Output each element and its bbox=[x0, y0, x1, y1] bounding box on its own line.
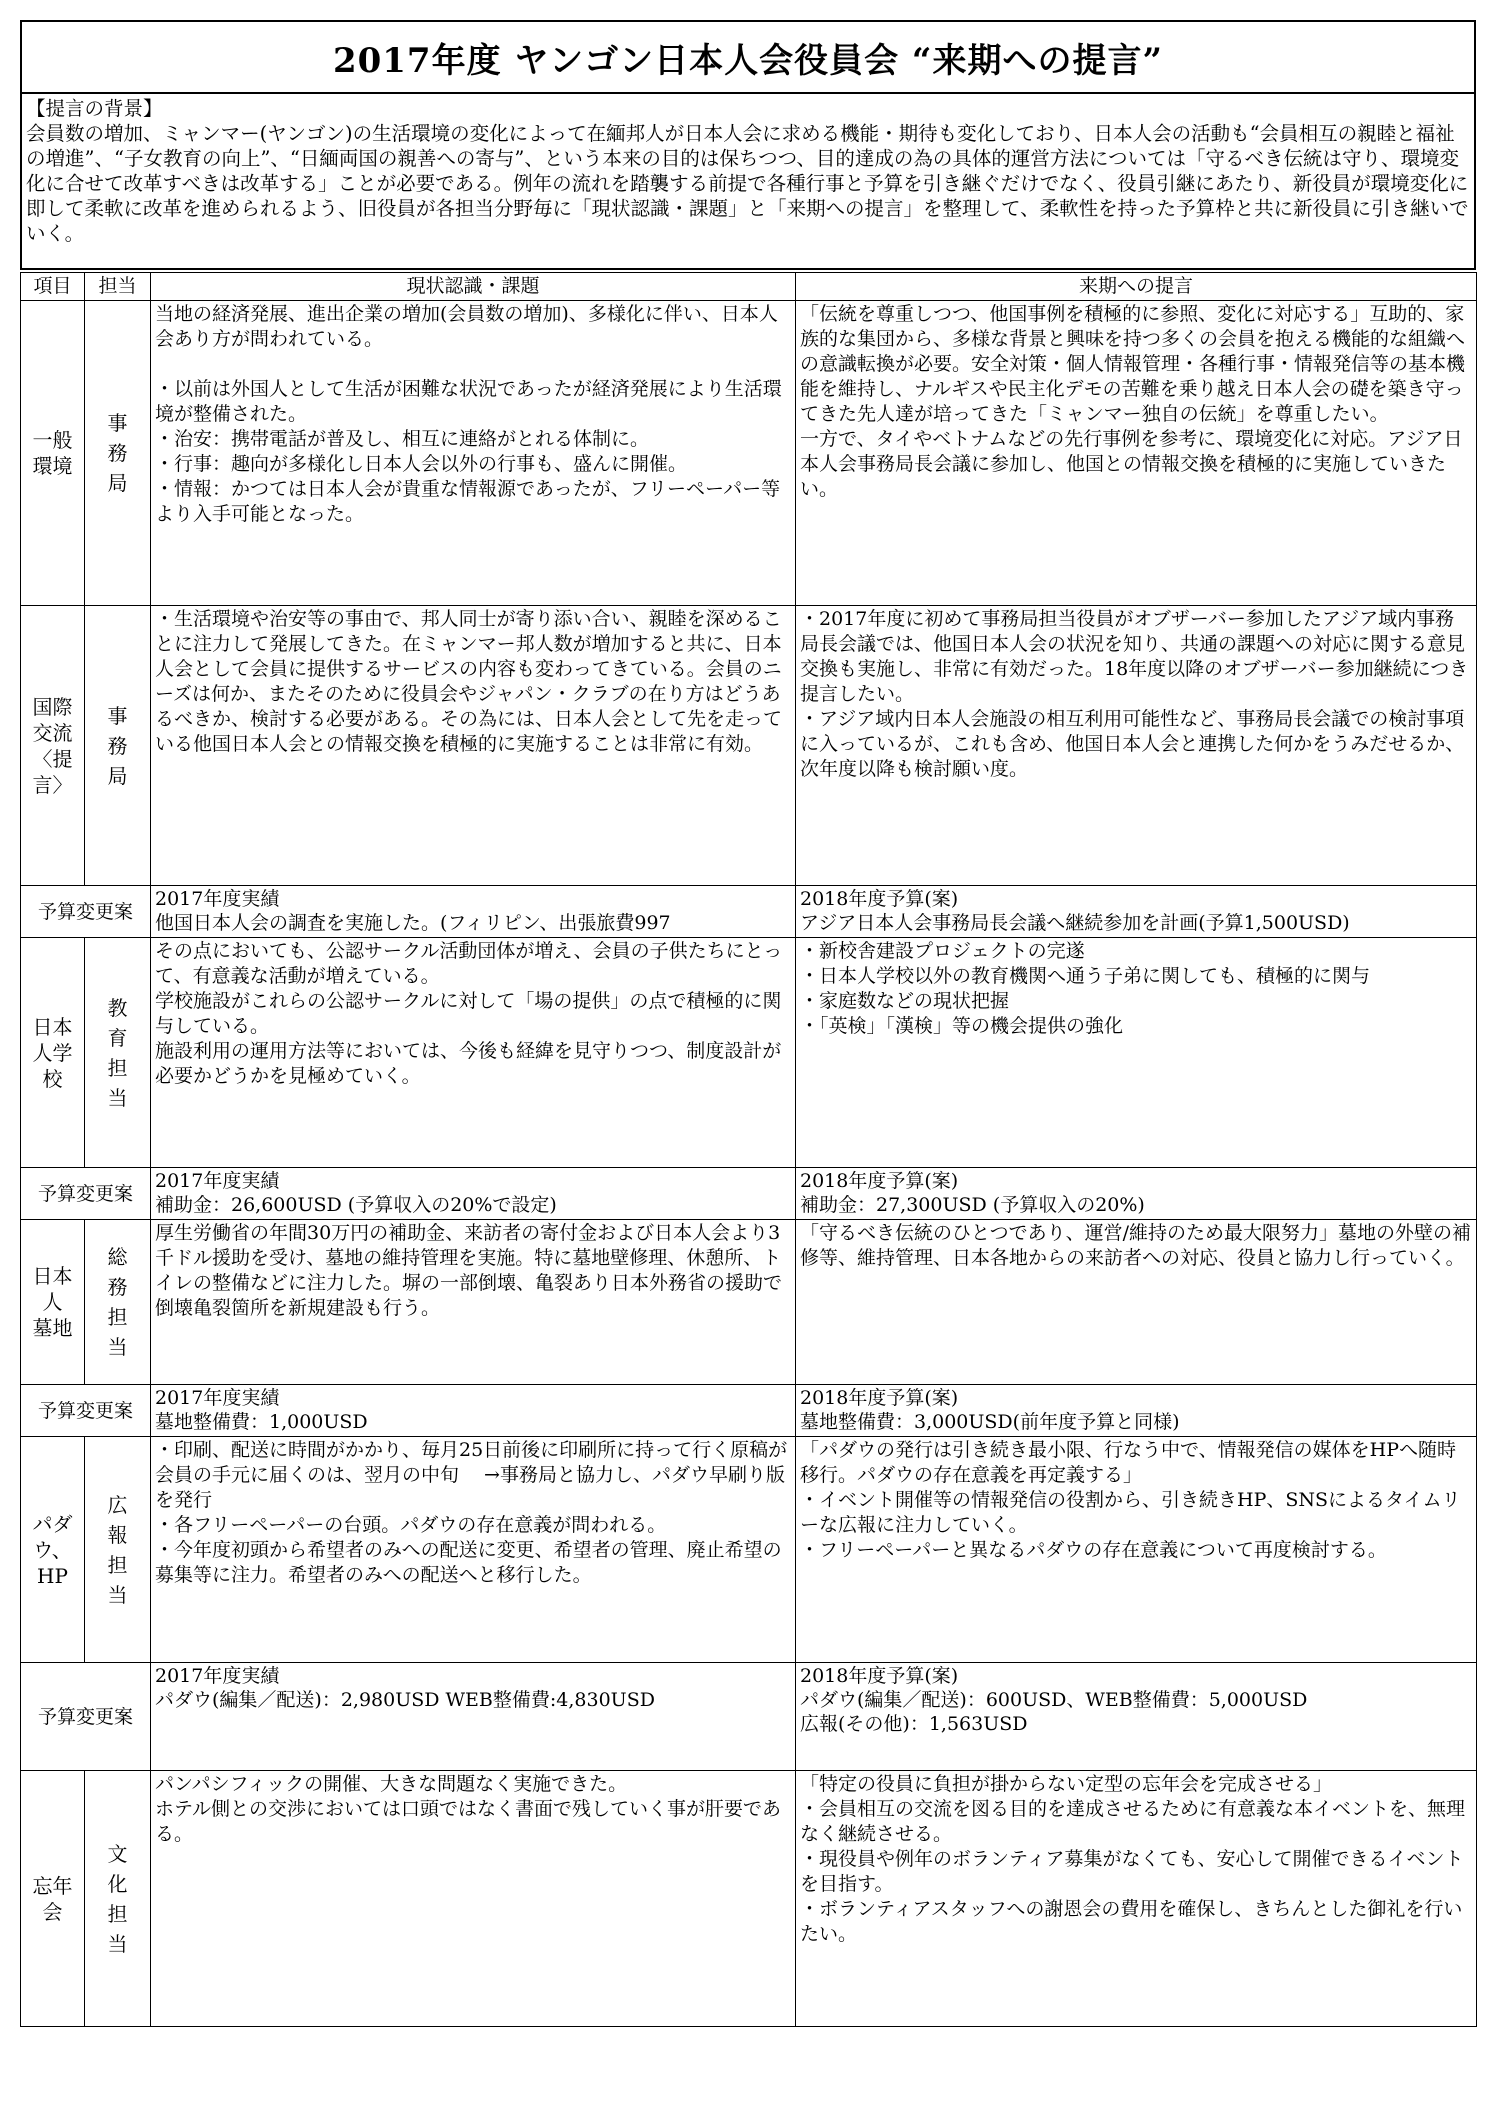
current-cell: ・印刷、配送に時間がかかり、毎月25日前後に印刷所に持って行く原稿が会員の手元に届くのは、翌月の中旬 →事務局と協力し、パダウ早刷り版を発行 ・各フリーペーパーの台頭。パダウの存在意義が問われる。 ・今年度初頭から希望者のみへの配送に変更、希望者の管理、廃止希望の募集等に注力。希望者のみへの配送へと移行した。 bbox=[151, 1437, 796, 1663]
background-section bbox=[20, 94, 1476, 270]
current-cell: ・生活環境や治安等の事由で、邦人同士が寄り添い合い、親睦を深めることに注力して発展してきた。在ミャンマー邦人数が増加すると共に、日本人会として会員に提供するサービスの内容も変わってきている。会員のニーズは何か、またそのために役員会やジャパン・クラブの在り方はどうあるべきか、検討する必要がある。その為には、日本人会として先を走っている他国日本人会との情報交換を積極的に実施することは非常に有効。 bbox=[151, 606, 796, 886]
owner-cell: 事 務 局 bbox=[85, 606, 151, 886]
table-row bbox=[21, 1771, 1477, 2027]
header-current: 現状認識・課題 bbox=[151, 273, 796, 301]
owner-cell: 総 務 担 当 bbox=[85, 1220, 151, 1385]
owner-cell: 文 化 担 当 bbox=[85, 1771, 151, 2027]
table-header-row bbox=[21, 273, 1477, 301]
document-page bbox=[20, 20, 1476, 2088]
proposal-cell: ・新校舎建設プロジェクトの完遂 ・日本人学校以外の教育機関へ通う子弟に関しても、積極的に関与 ・家庭数などの現状把握 ・「英検」「漢検」等の機会提供の強化 bbox=[796, 938, 1477, 1168]
proposal-cell: ・2017年度に初めて事務局担当役員がオブザーバー参加したアジア域内事務局長会議では、他国日本人会の状況を知り、共通の課題への対応に関する意見交換も実施し、非常に有効だった。18年度以降のオブザーバー参加継続につき提言したい。 ・アジア域内日本人会施設の相互利用可能性など、事務局長会議での検討事項に入っているが、これも含め、他国日本人会と連携した何かをうみだせるか、次年度以降も検討願い度。 bbox=[796, 606, 1477, 886]
proposal-cell: 「守るべき伝統のひとつであり、運営/維持のため最大限努力」墓地の外壁の補修等、維持管理、日本各地からの来訪者への対応、役員と協力し行っていく。 bbox=[796, 1220, 1477, 1385]
current-cell: 厚生労働省の年間30万円の補助金、来訪者の寄付金および日本人会より3千ドル援助を受け、墓地の維持管理を実施。特に墓地壁修理、休憩所、トイレの整備などに注力した。塀の一部倒壊、亀裂あり日本外務省の援助で倒壊亀裂箇所を新規建設も行う。 bbox=[151, 1220, 796, 1385]
background-text: 会員数の増加、ミャンマー(ヤンゴン)の生活環境の変化によって在緬邦人が日本人会に求める機能・期待も変化しており、日本人会の活動も“会員相互の親睦と福祉の増進”、“子女教育の向上”、“日緬両国の親善への寄与”、という本来の目的は保ちつつ、目的達成の為の具体的運営方法については「守るべき伝統は守り、環境変化に合せて改革すべきは改革する」ことが必要である。例年の流れを踏襲する前提で各種行事と予算を引き継ぐだけでなく、役員引継にあたり、新役員が環境変化に即して柔軟に改革を進められるよう、旧役員が各担当分野毎に「現状認識・課題」と「来期への提言」を整理して、柔軟性を持った予算枠と共に新役員に引き継いでいく。 bbox=[26, 122, 1469, 245]
budget-row bbox=[21, 886, 1477, 938]
header-item: 項目 bbox=[21, 273, 85, 301]
item-cell: パダ ウ、 HP bbox=[21, 1437, 85, 1663]
budget-label: 予算変更案 bbox=[21, 1168, 151, 1220]
table-row bbox=[21, 1437, 1477, 1663]
proposal-cell: 「特定の役員に負担が掛からない定型の忘年会を完成させる」 ・会員相互の交流を図る目的を達成させるために有意義な本イベントを、無理なく継続させる。 ・現役員や例年のボランティア募集がなくても、安心して開催できるイベントを目指す。 ・ボランティアスタッフへの謝恩会の費用を確保し、きちんとした御礼を行いたい。 bbox=[796, 1771, 1477, 2027]
table-row bbox=[21, 1220, 1477, 1385]
current-cell: その点においても、公認サークル活動団体が増え、会員の子供たちにとって、有意義な活動が増えている。 学校施設がこれらの公認サークルに対して「場の提供」の点で積極的に関与している。 施設利用の運用方法等においては、今後も経緯を見守りつつ、制度設計が必要かどうかを見極めていく。 bbox=[151, 938, 796, 1168]
current-cell: 当地の経済発展、進出企業の増加(会員数の増加)、多様化に伴い、日本人会あり方が問われている。 ・以前は外国人として生活が困難な状況であったが経済発展により生活環境が整備された。 ・治安：携帯電話が普及し、相互に連絡がとれる体制に。 ・行事：趣向が多様化し日本人会以外の行事も、盛んに開催。 ・情報：かつては日本人会が貴重な情報源であったが、フリーペーパー等より入手可能となった。 bbox=[151, 301, 796, 606]
header-proposal: 来期への提言 bbox=[796, 273, 1477, 301]
owner-cell: 事 務 局 bbox=[85, 301, 151, 606]
item-cell: 日本 人学 校 bbox=[21, 938, 85, 1168]
budget-current-cell: 2017年度実績 補助金：26,600USD (予算収入の20%で設定) bbox=[151, 1168, 796, 1220]
item-cell: 日本 人 墓地 bbox=[21, 1220, 85, 1385]
budget-label: 予算変更案 bbox=[21, 886, 151, 938]
title-box bbox=[20, 20, 1476, 94]
budget-proposal-cell: 2018年度予算(案) アジア日本人会事務局長会議へ継続参加を計画(予算1,500USD) bbox=[796, 886, 1477, 938]
budget-row bbox=[21, 1385, 1477, 1437]
table-row bbox=[21, 606, 1477, 886]
budget-current-cell: 2017年度実績 他国日本人会の調査を実施した。(フィリピン、出張旅費997 bbox=[151, 886, 796, 938]
table-row bbox=[21, 938, 1477, 1168]
item-cell: 忘年 会 bbox=[21, 1771, 85, 2027]
owner-cell: 教 育 担 当 bbox=[85, 938, 151, 1168]
page-title: 2017年度 ヤンゴン日本人会役員会 “来期への提言” bbox=[332, 40, 1164, 81]
table-row bbox=[21, 301, 1477, 606]
background-heading: 【提言の背景】 bbox=[26, 97, 163, 120]
budget-proposal-cell: 2018年度予算(案) 補助金：27,300USD (予算収入の20%) bbox=[796, 1168, 1477, 1220]
budget-current-cell: 2017年度実績 パダウ(編集／配送)：2,980USD WEB整備費:4,830USD bbox=[151, 1663, 796, 1771]
budget-label: 予算変更案 bbox=[21, 1385, 151, 1437]
budget-current-cell: 2017年度実績 墓地整備費：1,000USD bbox=[151, 1385, 796, 1437]
item-cell: 国際 交流 〈提 言〉 bbox=[21, 606, 85, 886]
proposal-cell: 「パダウの発行は引き続き最小限、行なう中で、情報発信の媒体をHPへ随時移行。パダウの存在意義を再定義する」 ・イベント開催等の情報発信の役割から、引き続きHP、SNSによるタイムリーな広報に注力していく。 ・フリーペーパーと異なるパダウの存在意義について再度検討する。 bbox=[796, 1437, 1477, 1663]
item-cell: 一般 環境 bbox=[21, 301, 85, 606]
budget-proposal-cell: 2018年度予算(案) 墓地整備費：3,000USD(前年度予算と同様) bbox=[796, 1385, 1477, 1437]
header-owner: 担当 bbox=[85, 273, 151, 301]
budget-row bbox=[21, 1663, 1477, 1771]
budget-proposal-cell: 2018年度予算(案) パダウ(編集／配送)：600USD、WEB整備費：5,000USD 広報(その他)：1,563USD bbox=[796, 1663, 1477, 1771]
current-cell: パンパシフィックの開催、大きな問題なく実施できた。 ホテル側との交渉においては口頭ではなく書面で残していく事が肝要である。 bbox=[151, 1771, 796, 2027]
owner-cell: 広 報 担 当 bbox=[85, 1437, 151, 1663]
budget-row bbox=[21, 1168, 1477, 1220]
proposal-cell: 「伝統を尊重しつつ、他国事例を積極的に参照、変化に対応する」互助的、家族的な集団から、多様な背景と興味を持つ多くの会員を抱える機能的な組織への意識転換が必要。安全対策・個人情報管理・各種行事・情報発信等の基本機能を維持し、ナルギスや民主化デモの苦難を乗り越え日本人会の礎を築き守ってきた先人達が培ってきた「ミャンマー独自の伝統」を尊重したい。 一方で、タイやベトナムなどの先行事例を参考に、環境変化に対応。アジア日本人会事務局長会議に参加し、他国との情報交換を積極的に実施していきたい。 bbox=[796, 301, 1477, 606]
budget-label: 予算変更案 bbox=[21, 1663, 151, 1771]
proposal-table bbox=[20, 272, 1477, 2027]
